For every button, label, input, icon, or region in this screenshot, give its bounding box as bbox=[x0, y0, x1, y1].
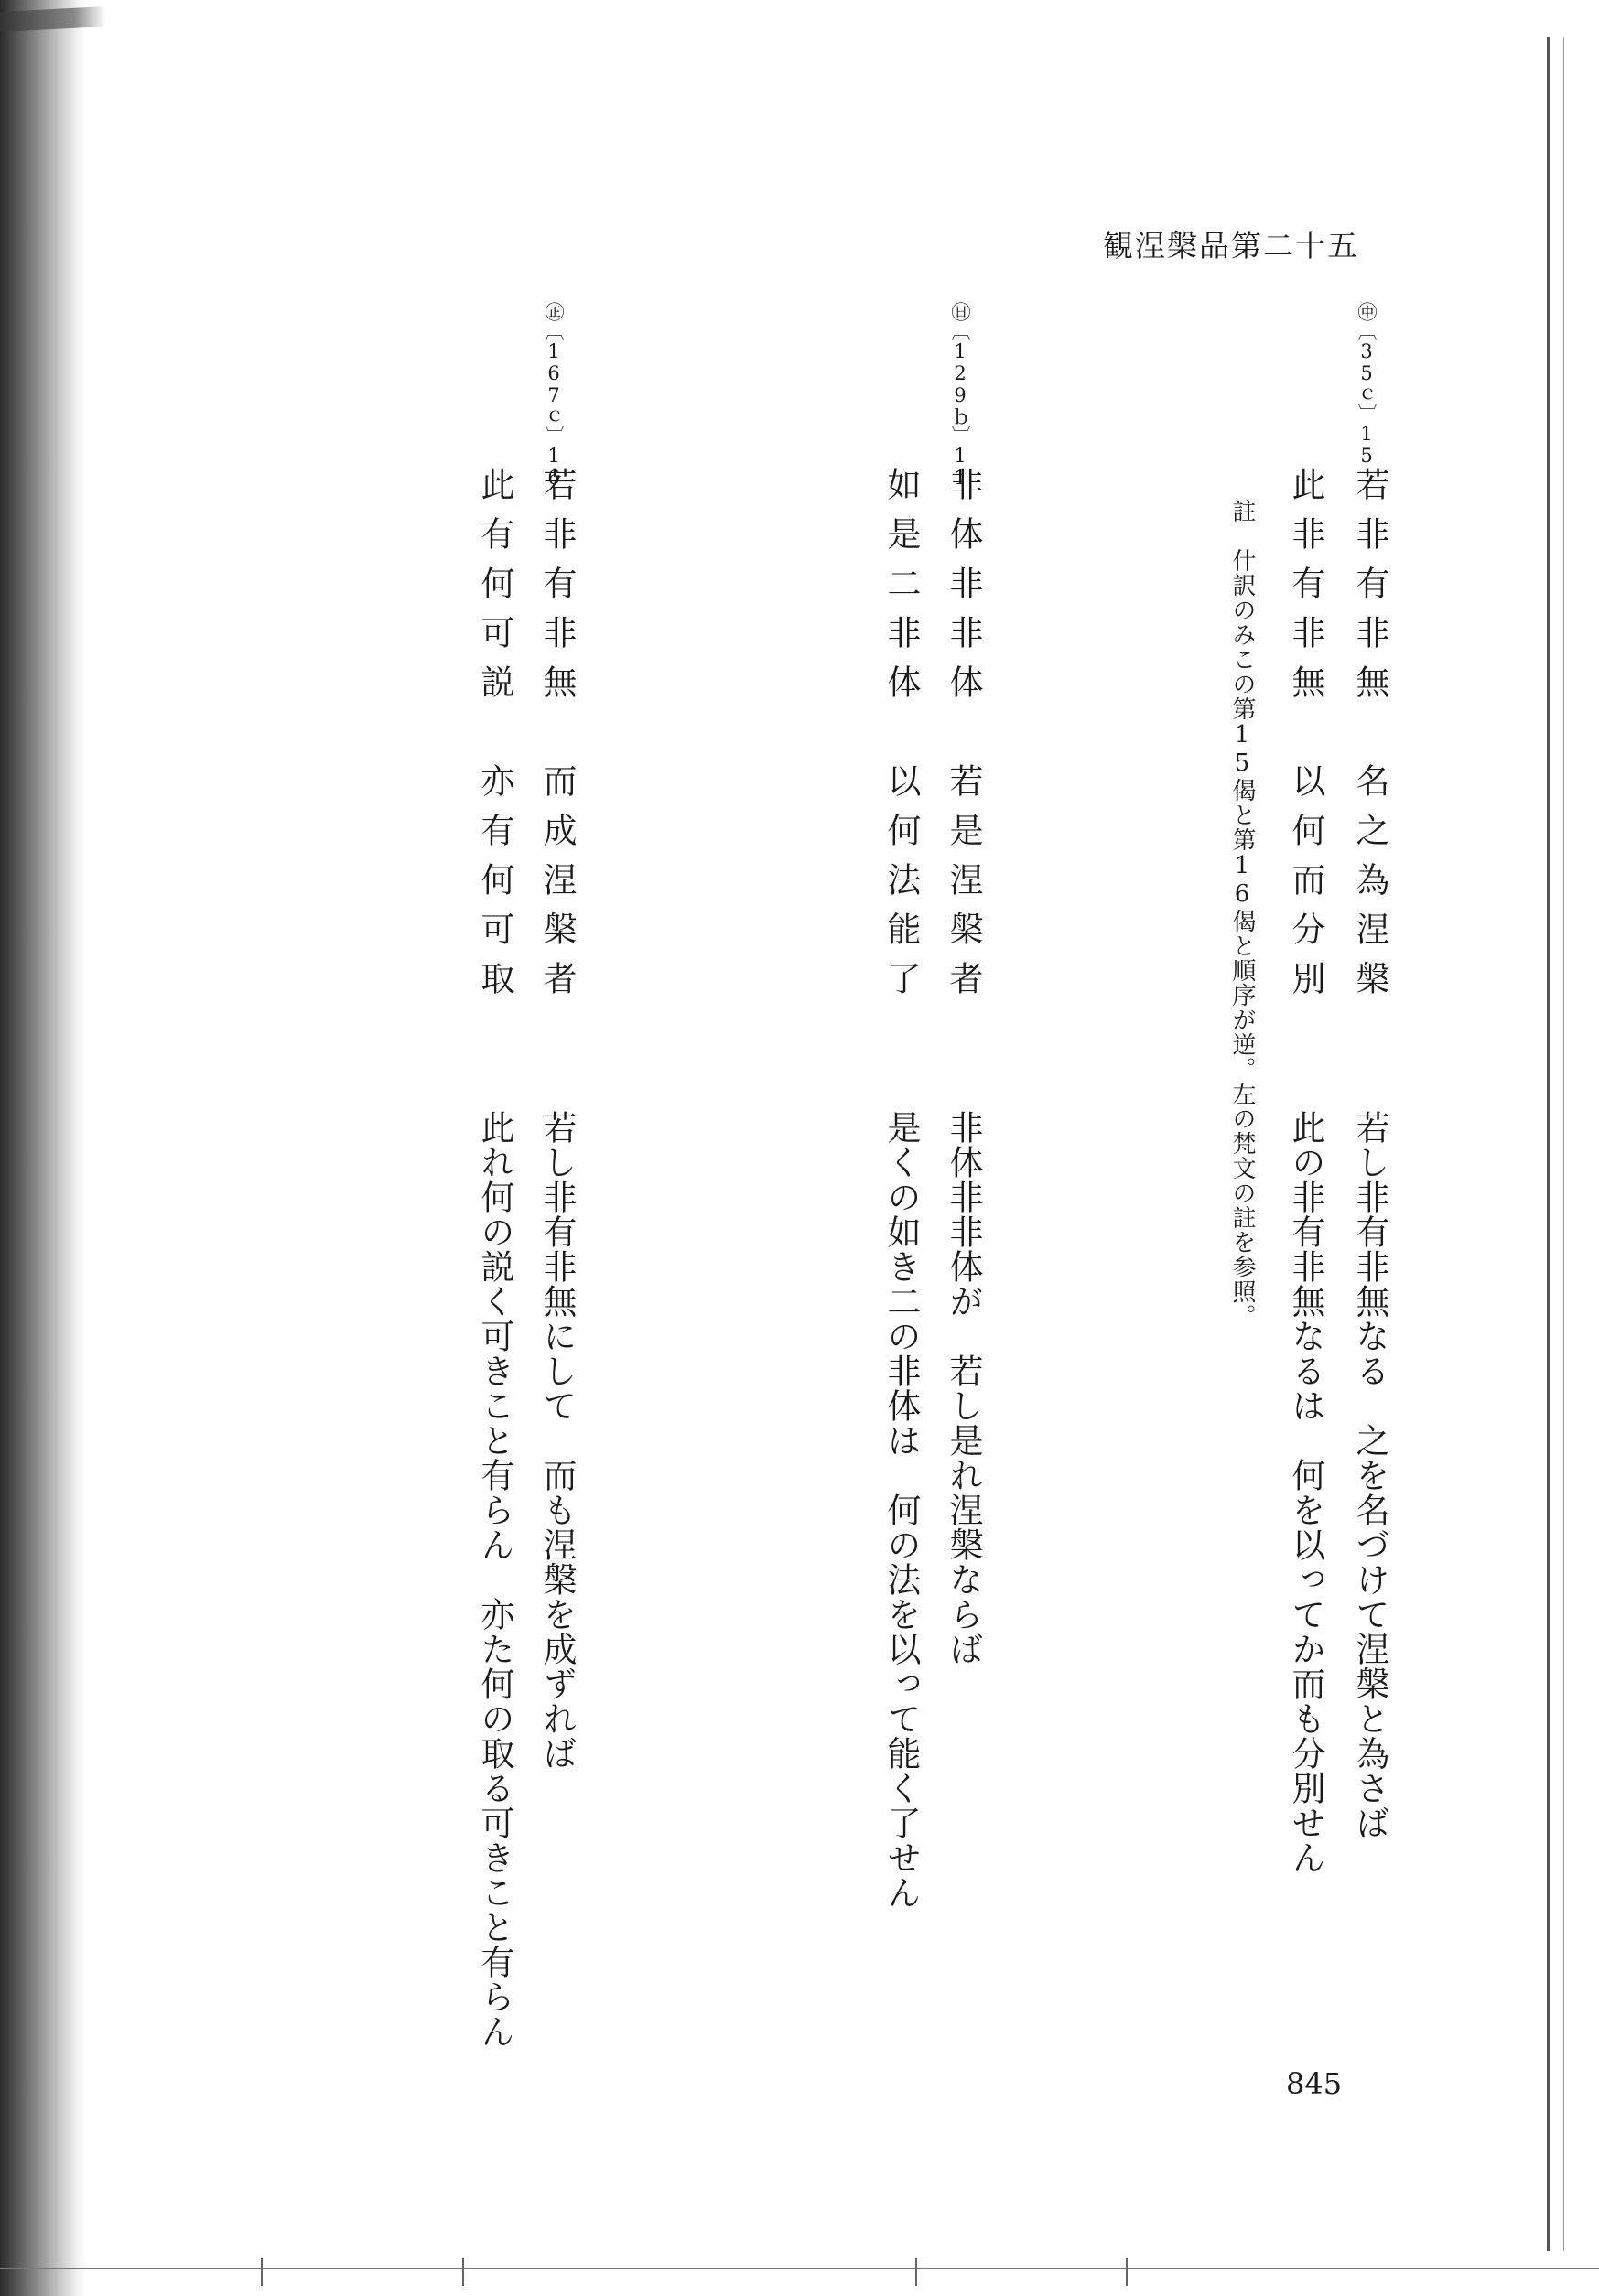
page-edge-line bbox=[1563, 37, 1564, 2251]
reading-line: 非体非非体が 若し是れ涅槃ならば bbox=[944, 1110, 983, 1666]
chinese-verse-line: 若非有非無 名之為涅槃 bbox=[1350, 467, 1389, 1010]
scan-artifact bbox=[1126, 2258, 1128, 2286]
scan-artifact bbox=[462, 2258, 464, 2286]
reading-line: 若し非有非無なる 之を名づけて涅槃と為さば bbox=[1350, 1110, 1389, 1840]
footnote: 註 什訳のみこの第15偈と第16偈と順序が逆。左の梵文の註を参照。 bbox=[1228, 499, 1256, 1329]
binding-shadow bbox=[0, 0, 87, 2296]
scan-artifact bbox=[915, 2258, 917, 2286]
chinese-verse-line: 此有何可説 亦有何可取 bbox=[475, 467, 514, 1010]
chapter-title: 観涅槃品第二十五 bbox=[1103, 228, 1359, 264]
scan-artifact bbox=[261, 2258, 263, 2286]
scan-artifact bbox=[0, 6, 105, 32]
reading-line: 此れ何の説く可きこと有らん 亦た何の取る可きこと有らん bbox=[475, 1110, 514, 2049]
page-edge-line bbox=[0, 2268, 1599, 2269]
chinese-verse-line: 若非有非無 而成涅槃者 bbox=[537, 467, 577, 1010]
verse-marker: ㊣〔167ｃ〕16 bbox=[543, 302, 565, 489]
reading-line: 是くの如き二の非体は 何の法を以って能く了せん bbox=[881, 1110, 921, 1910]
page-edge-line bbox=[1547, 37, 1550, 2251]
verse-marker: ㊐〔129ｂ〕11 bbox=[949, 302, 971, 489]
chinese-verse-line: 如是二非体 以何法能了 bbox=[881, 467, 921, 1010]
chinese-verse-line: 非体非非体 若是涅槃者 bbox=[944, 467, 983, 1010]
chinese-verse-line: 此非有非無 以何而分別 bbox=[1286, 467, 1325, 1010]
verse-marker: ㊥〔35ｃ〕15 bbox=[1356, 302, 1378, 467]
reading-line: 此の非有非無なるは 何を以ってか而も分別せん bbox=[1286, 1110, 1325, 1875]
page-number: 845 bbox=[1286, 2066, 1343, 2101]
reading-line: 若し非有非無にして 而も涅槃を成ずれば bbox=[537, 1110, 577, 1771]
